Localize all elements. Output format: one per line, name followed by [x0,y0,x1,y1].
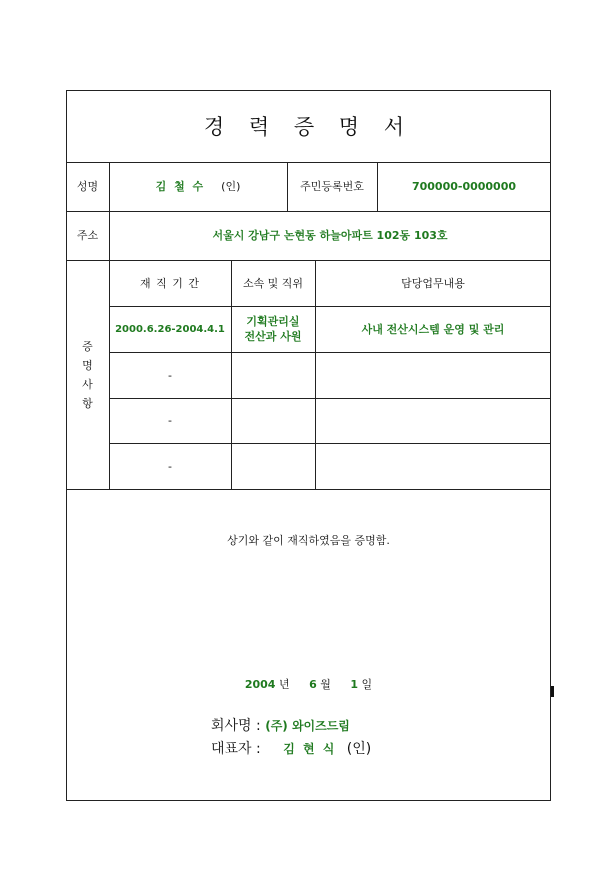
name-cell [109,162,287,211]
row1-department-line2: 전산과 사원 [244,330,302,343]
row1-department [231,306,315,352]
divider [66,489,551,490]
header-department: 소속 및 직위 [242,276,304,290]
representative-name: 김 현 식 [283,742,337,756]
statement: 상기와 같이 재직하였음을 증명함. [227,533,390,547]
company-label: 회사명 : [211,718,261,734]
side-char: 항 [82,396,93,410]
header-duty: 담당업무내용 [401,276,465,290]
header-period: 재 직 기 간 [140,276,200,290]
id-label: 주민등록번호 [300,180,364,193]
date-month-unit: 월 [320,678,331,691]
row2-period: - [168,368,172,382]
name-value: 김 철 수 [155,180,206,193]
name-label: 성명 [76,180,99,193]
side-char: 증 [82,339,93,353]
date-day: 1 [350,678,359,691]
row2-duty [315,352,551,398]
name-seal: (인) [221,180,241,193]
row4-period: - [168,459,172,473]
row3-period: - [168,414,172,427]
date-year: 2004 [244,678,276,691]
company-value: (주) 와이즈드림 [265,719,350,733]
row2-department [231,352,315,398]
row4-duty [315,443,551,489]
company-line [211,716,350,736]
proof-side-label [66,260,109,489]
representative-seal: (인) [346,741,372,757]
date-year-unit: 년 [278,678,290,691]
representative-label: 대표자 : [211,741,261,757]
date-day-unit: 일 [361,678,373,691]
address-label: 주소 [76,229,99,242]
side-char: 사 [82,377,93,391]
address-value: 서울시 강남구 논현동 하늘아파트 102동 103호 [212,229,448,242]
representative-line [211,739,371,759]
date-month: 6 [309,678,317,691]
row3-department [231,398,315,443]
document-title: 경 력 증 명 서 [203,115,414,139]
row4-department [231,443,315,489]
row1-duty: 사내 전산시스템 운영 및 관리 [361,322,505,336]
row3-duty [315,398,551,443]
issue-date [66,676,551,694]
edge-mark [551,686,554,697]
side-char: 명 [82,358,93,372]
id-value: 700000-0000000 [411,180,517,193]
row1-department-line1: 기획관리실 [246,315,300,328]
row1-period: 2000.6.26-2004.4.1 [115,323,225,335]
